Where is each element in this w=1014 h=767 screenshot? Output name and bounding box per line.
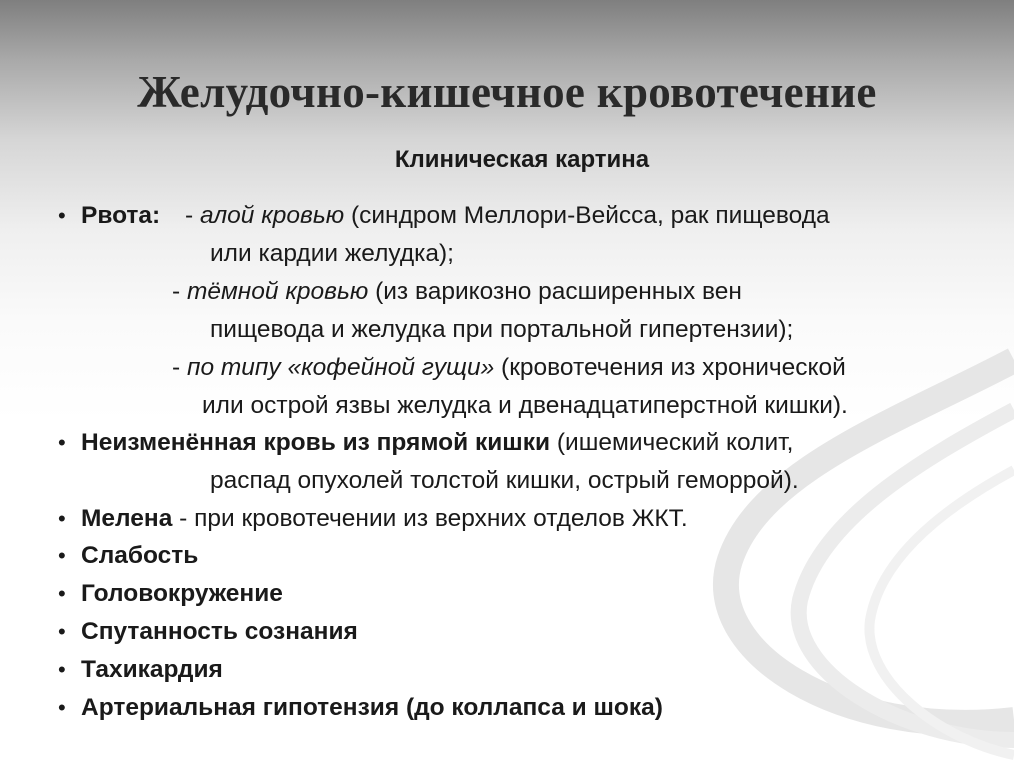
vomit-item-1-line-2: или кардии желудка); [210,240,454,267]
vomit-emphasis: тёмной кровью [186,278,369,305]
vomit-item-2-line-2: пищевода и желудка при портальной гипертензии); [210,316,794,343]
vomit-item-3-line-2: или острой язвы желудка и двенадцатиперстной кишки). [202,392,848,419]
bullet: • [58,695,66,720]
bullet: • [58,543,66,568]
blood-line-1: Неизменённая кровь из прямой кишки (ишемический колит, [81,429,794,456]
bullet: • [58,203,66,228]
slide-subtitle: Клиническая картина [394,146,650,173]
list-item-tachycardia: Тахикардия [81,656,223,683]
bullet: • [58,430,66,455]
list-item-confusion: Спутанность сознания [81,618,358,645]
list-item-hypotension: Артериальная гипотензия (до коллапса и шока) [81,694,663,721]
bullet: • [58,657,66,682]
list-item-weakness: Слабость [81,542,199,569]
blood-line-2: распад опухолей толстой кишки, острый геморрой). [210,467,799,494]
vomit-item-3-line-1: - по типу «кофейной гущи» (кровотечения из хронической [172,354,846,381]
list-item-dizziness: Головокружение [81,580,283,607]
bullet: • [58,581,66,606]
vomit-emphasis: по типу «кофейной гущи» [186,354,495,381]
melena-line: Мелена - при кровотечении из верхних отделов ЖКТ. [81,505,688,532]
melena-label: Мелена [81,505,173,532]
vomit-item-1-line-1: Рвота: - алой кровью (синдром Меллори-Вейсса, рак пищевода [81,202,830,229]
blood-label: Неизменённая кровь из прямой кишки [81,429,551,456]
slide-title: Желудочно-кишечное кровотечение [137,67,877,117]
vomit-label: Рвота: [81,202,161,229]
vomit-item-2-line-1: - тёмной кровью (из варикозно расширенных вен [172,278,742,305]
vomit-emphasis: алой кровью [200,202,345,229]
bullet: • [58,619,66,644]
bullet: • [58,506,66,531]
